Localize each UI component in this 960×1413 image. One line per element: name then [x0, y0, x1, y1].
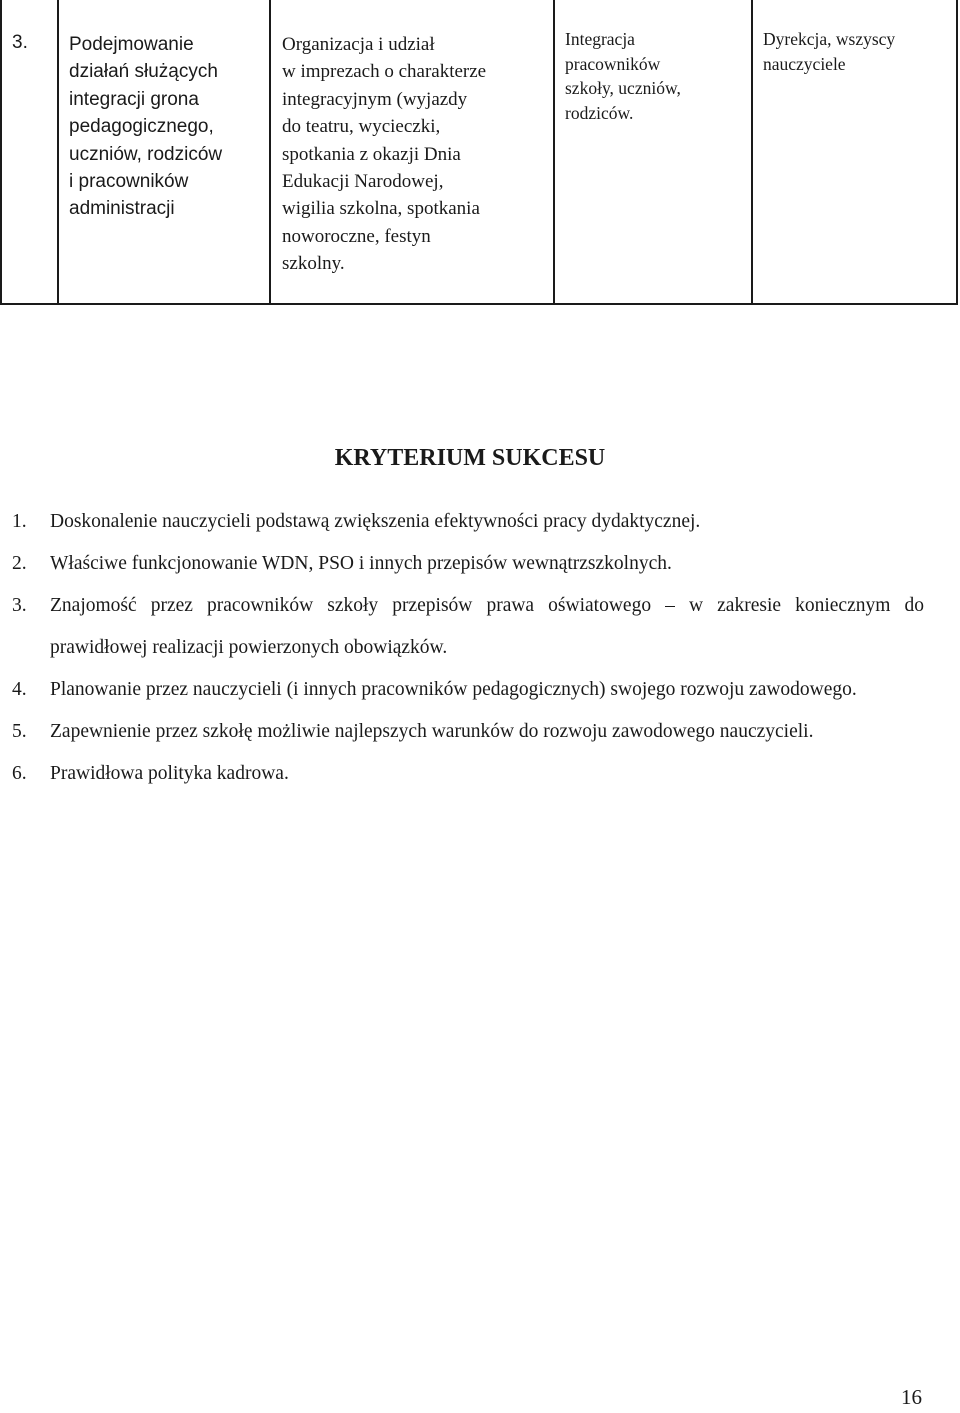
cell-line: integracji grona — [69, 88, 199, 110]
cell-line: szkolny. — [282, 253, 345, 275]
cell-line: Edukacji Narodowej, — [282, 171, 444, 193]
list-item — [12, 753, 924, 795]
cell-line: działań służących — [69, 61, 218, 83]
cell-line: rodziców. — [565, 102, 634, 123]
activity-table — [0, 0, 958, 305]
list-item-text: Planowanie przez nauczycieli (i innych pracowników pedagogicznych) swojego rozwoju zawodowego. — [50, 679, 857, 700]
list-item-number: 5. — [12, 721, 27, 742]
list-item — [12, 585, 924, 669]
cell-line: nauczyciele — [763, 53, 846, 74]
list-item — [12, 501, 924, 543]
list-item — [12, 543, 924, 585]
cell-line: do teatru, wycieczki, — [282, 116, 441, 138]
list-item-text: Doskonalenie nauczycieli podstawą zwiększenia efektywności pracy dydaktycznej. — [50, 511, 701, 532]
cell-tasks — [282, 31, 550, 278]
list-item-text: Zapewnienie przez szkołę możliwie najlepszych warunków do rozwoju zawodowego nauczycieli. — [50, 721, 814, 742]
table-border — [57, 0, 59, 305]
cell-line: wigilia szkolna, spotkania — [282, 198, 480, 220]
list-item-number: 6. — [12, 763, 27, 784]
table-border — [553, 0, 555, 305]
page-number: 16 — [901, 1385, 922, 1409]
cell-line: uczniów, rodziców — [69, 143, 223, 165]
cell-responsible — [763, 27, 953, 76]
list-item-number: 3. — [12, 595, 27, 616]
table-border — [269, 0, 271, 305]
list-item-number: 4. — [12, 679, 27, 700]
cell-line: Organizacja i udział — [282, 34, 435, 55]
list-item-number: 1. — [12, 511, 27, 532]
cell-line: Dyrekcja, wszyscy — [763, 29, 896, 49]
cell-line: szkoły, uczniów, — [565, 78, 681, 98]
cell-line: pracowników — [565, 53, 661, 74]
cell-area — [69, 31, 265, 223]
table-border — [0, 0, 2, 305]
cell-line: noworoczne, festyn — [282, 225, 431, 247]
table-border — [751, 0, 753, 305]
list-item-number: 2. — [12, 553, 27, 574]
list-item-text: Właściwe funkcjonowanie WDN, PSO i innych przepisów wewnątrzszkolnych. — [50, 553, 672, 574]
cell-line: administracji — [69, 198, 175, 220]
cell-line: i pracowników — [69, 171, 189, 193]
list-item-text: Prawidłowa polityka kadrowa. — [50, 763, 289, 784]
list-item-text: Znajomość przez pracowników szkoły przepisów prawa oświatowego – w zakresie koniecznym do prawidłowej realizacji powierzonych obowiązków. — [50, 595, 924, 658]
cell-line: Podejmowanie — [69, 34, 194, 55]
cell-line: Integracja — [565, 29, 635, 49]
list-item — [12, 711, 924, 753]
cell-line: w imprezach o charakterze — [282, 61, 487, 83]
section-heading: KRYTERIUM SUKCESU — [334, 445, 606, 471]
cell-goal — [565, 27, 749, 125]
cell-line: spotkania z okazji Dnia — [282, 143, 461, 165]
list-item — [12, 669, 924, 711]
success-criteria-list — [12, 501, 924, 795]
cell-line: integracyjnym (wyjazdy — [282, 88, 468, 110]
row-number: 3. — [12, 32, 28, 53]
cell-line: pedagogicznego, — [69, 116, 214, 138]
